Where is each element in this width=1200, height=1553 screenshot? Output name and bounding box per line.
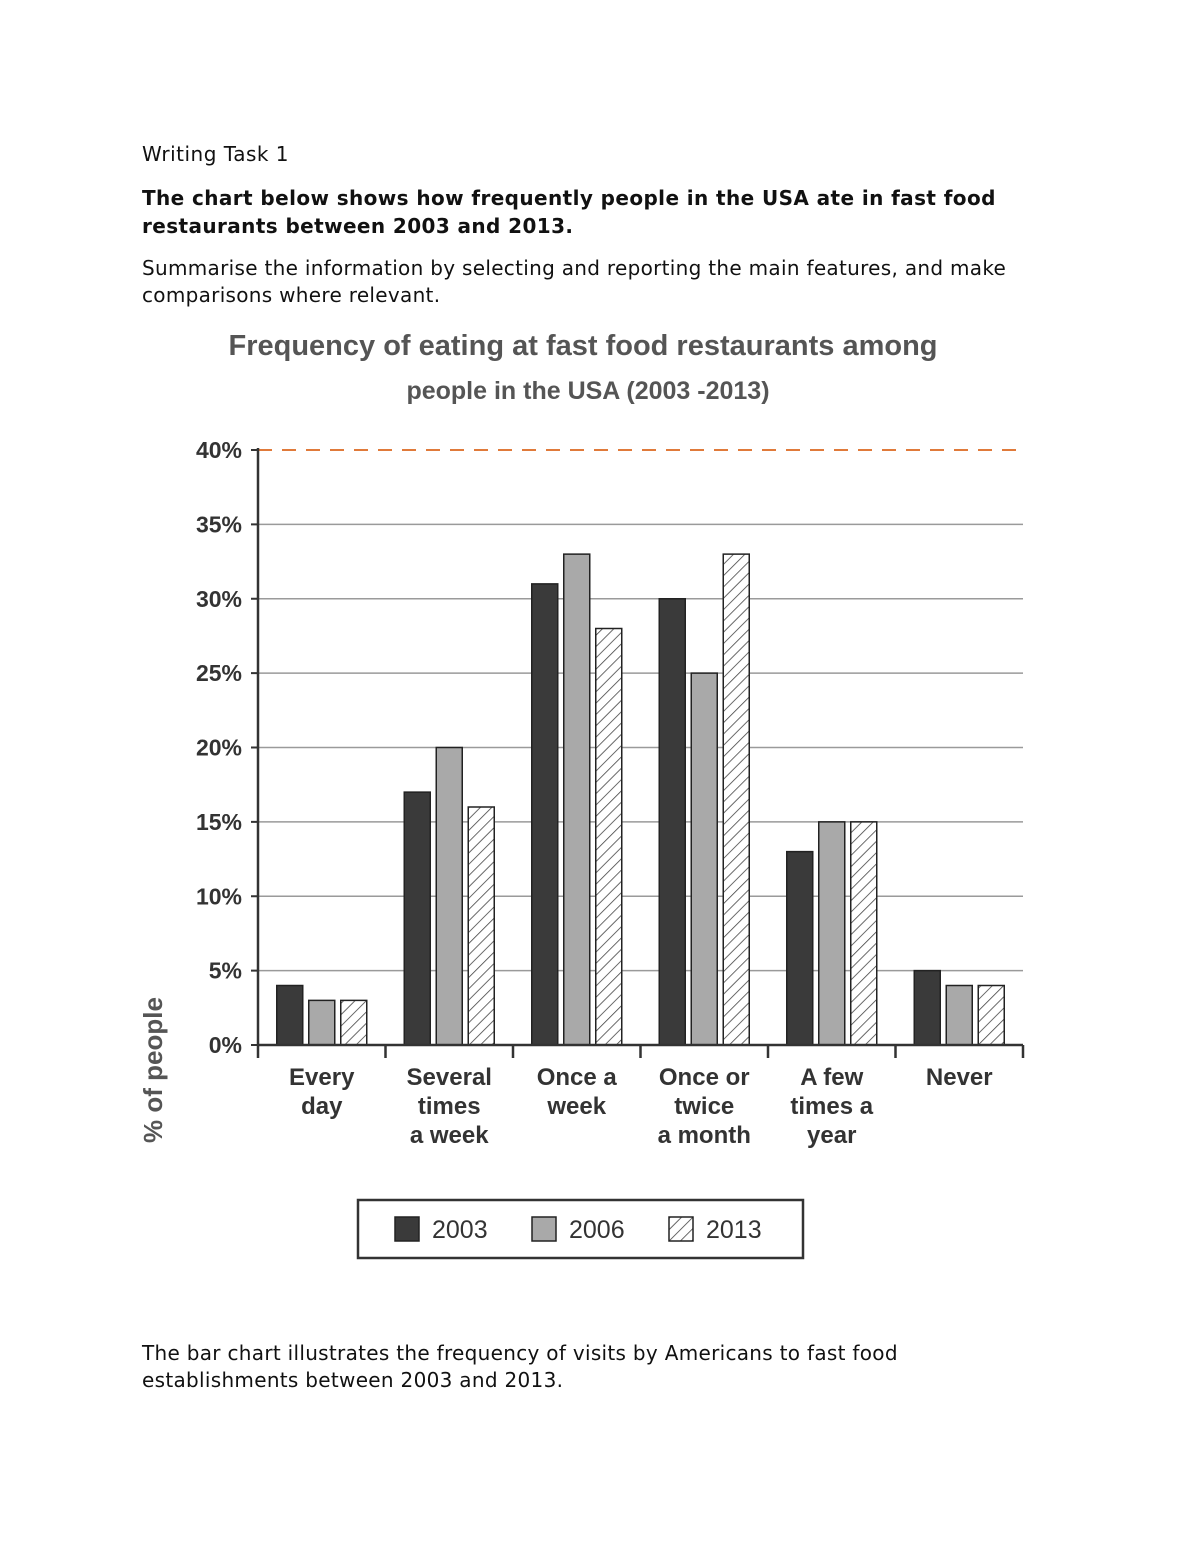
- axes: [251, 448, 1023, 1058]
- y-tick-label: 30%: [195, 585, 242, 612]
- bar-2013-1: [468, 807, 494, 1045]
- y-tick-label: 35%: [195, 511, 242, 538]
- bar-2006-2: [564, 554, 590, 1045]
- x-category-label: Once or twice a month: [657, 1064, 751, 1149]
- bar-2003-3: [659, 599, 685, 1045]
- legend-swatch-2013: [669, 1217, 693, 1241]
- answer-paragraph: The bar chart illustrates the frequency of visits by Americans to fast food establishments between 2003 and 2013.: [142, 1341, 898, 1392]
- task-heading: Writing Task 1: [142, 142, 290, 166]
- y-tick-label: 5%: [208, 957, 242, 984]
- bar-2003-2: [532, 584, 558, 1045]
- x-category-label: Never: [925, 1064, 993, 1091]
- y-tick-label: 25%: [195, 660, 242, 687]
- bar-2006-5: [946, 986, 972, 1046]
- bar-chart: [130, 320, 1070, 1270]
- bar-2003-5: [914, 971, 940, 1045]
- legend-label-2013: 2013: [706, 1216, 762, 1244]
- legend-label-2006: 2006: [569, 1216, 625, 1244]
- chart-subtitle: people in the USA (2003 -2013): [406, 377, 770, 405]
- x-category-labels: [289, 1064, 993, 1149]
- x-category-label: Several times a week: [406, 1064, 492, 1149]
- bar-2006-4: [819, 822, 845, 1045]
- bar-2006-1: [436, 748, 462, 1046]
- x-category-label: Every day: [289, 1064, 355, 1120]
- bar-2013-4: [851, 822, 877, 1045]
- task-prompt: The chart below shows how frequently people in the USA ate in fast food restaurants between 2003 and 2013.: [142, 186, 996, 238]
- bar-2003-0: [277, 986, 303, 1046]
- legend: [358, 1200, 803, 1258]
- chart-title: Frequency of eating at fast food restaurants among: [228, 330, 938, 362]
- bar-2013-3: [723, 554, 749, 1045]
- x-category-label: Once a week: [536, 1064, 617, 1120]
- gridlines: [258, 450, 1023, 971]
- y-tick-label: 10%: [195, 883, 242, 910]
- y-tick-label: 40%: [195, 437, 242, 463]
- bar-2013-2: [596, 629, 622, 1046]
- y-tick-label: 20%: [195, 734, 242, 761]
- y-tick-labels: [196, 437, 242, 1058]
- legend-swatch-2006: [532, 1217, 556, 1241]
- bar-2003-1: [404, 792, 430, 1045]
- y-axis-label: % of people: [138, 997, 168, 1143]
- legend-swatch-2003: [395, 1217, 419, 1241]
- task-instruction: Summarise the information by selecting and reporting the main features, and make comparisons where relevant.: [142, 256, 1007, 307]
- bar-2003-4: [787, 852, 813, 1045]
- y-tick-label: 15%: [195, 808, 242, 835]
- y-tick-label: 0%: [208, 1032, 242, 1058]
- bar-2006-3: [691, 673, 717, 1045]
- x-category-label: A few times a year: [790, 1064, 874, 1149]
- legend-label-2003: 2003: [432, 1216, 488, 1244]
- bar-2013-5: [978, 986, 1004, 1046]
- bar-2006-0: [309, 1000, 335, 1045]
- bar-2013-0: [341, 1000, 367, 1045]
